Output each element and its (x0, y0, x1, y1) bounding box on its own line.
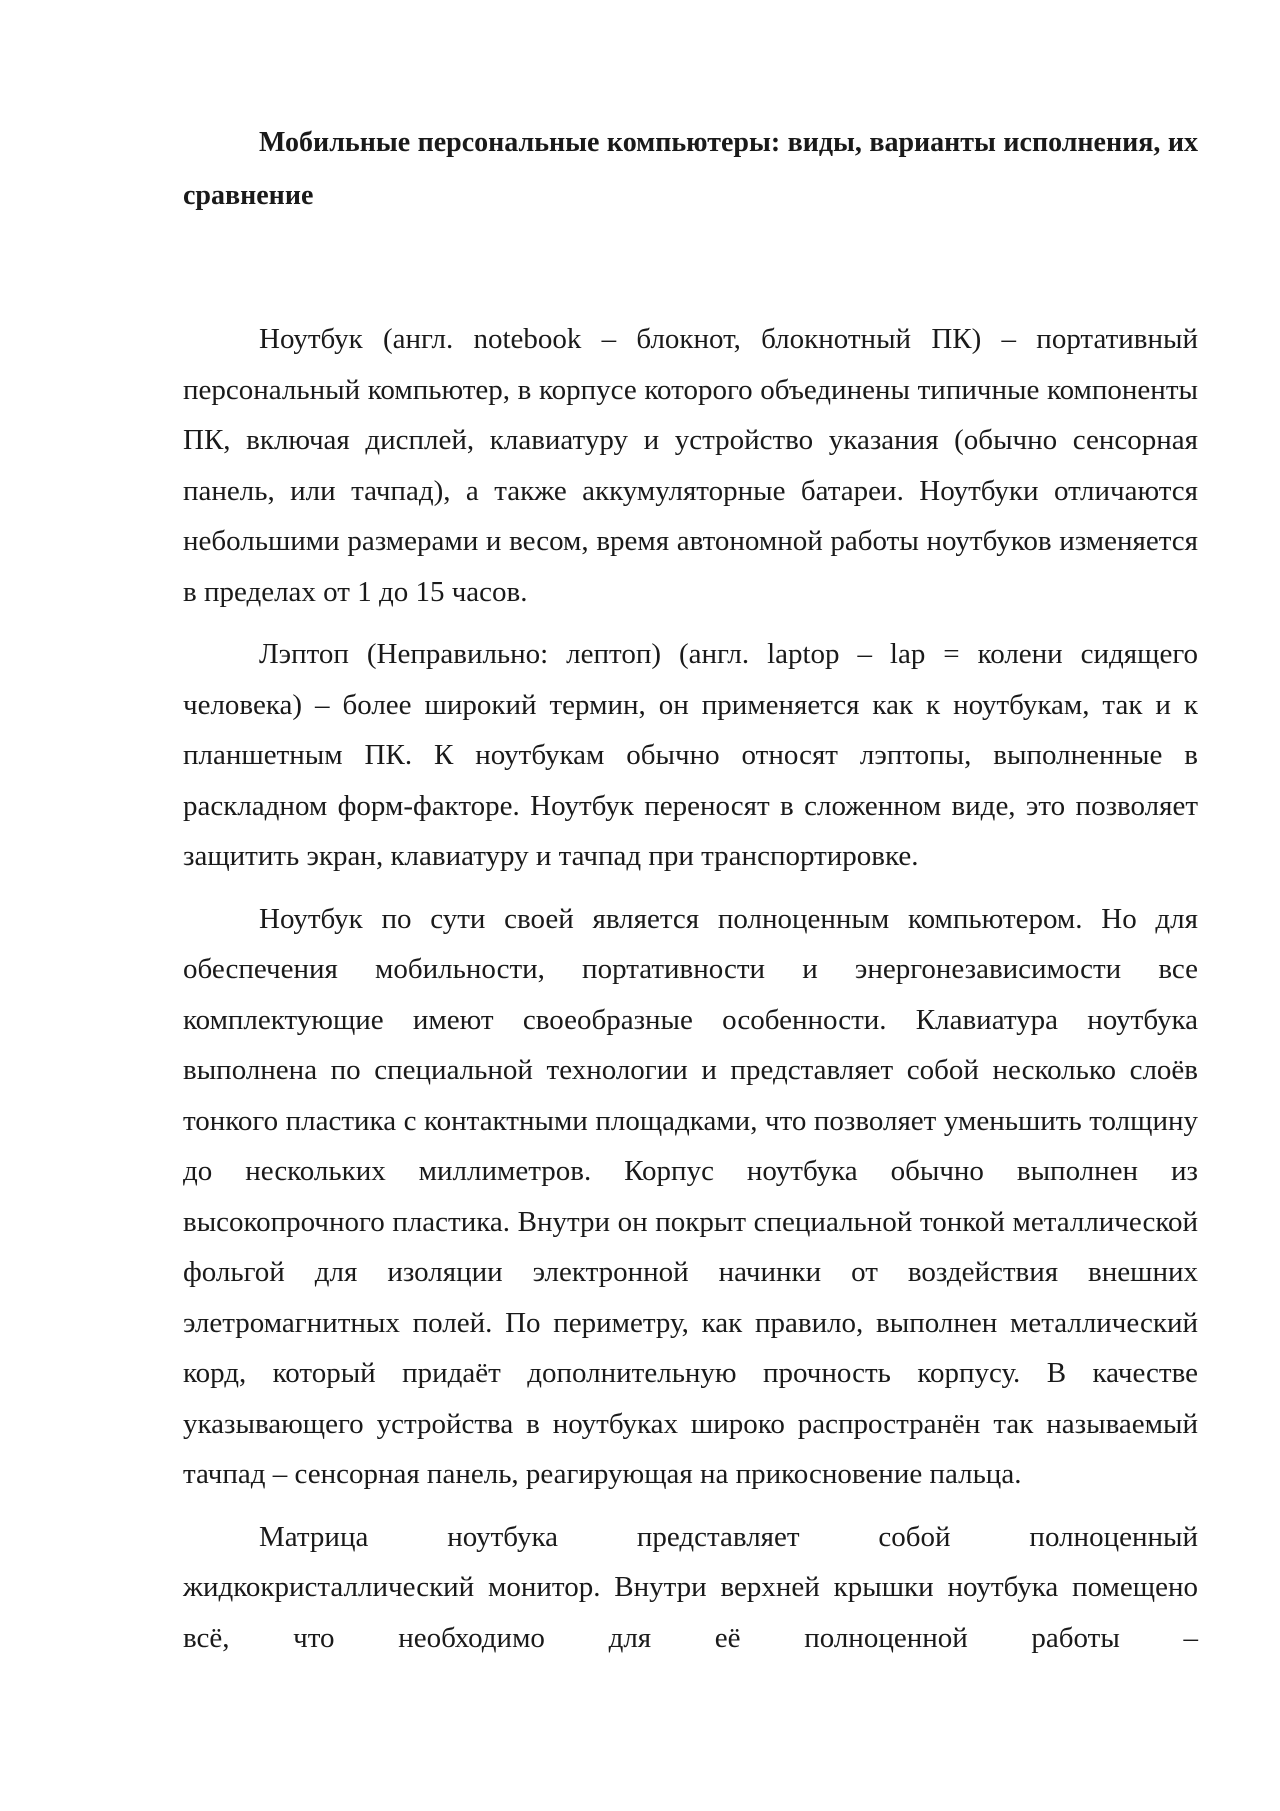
title-spacer (183, 222, 1198, 314)
paragraph-matrix: Матрица ноутбука представляет собой полноценный жидкокристаллический монитор. Внутри верхней крышки ноутбука помещено всё, что необходимо для её полноценной работы – (183, 1520, 1198, 1654)
paragraph-laptop-definition: Лэптоп (Неправильно: лептоп) (англ. laptop – lap = колени сидящего человека) – более широкий термин, он применяется как к ноутбукам, так и к планшетным ПК. К ноутбукам обычно относят лэптопы, выполненные в раскладном форм-факторе. Ноутбук переносят в сложенном виде, это позволяет защитить экран, клавиатуру и тачпад при транспортировке. (183, 638, 1198, 872)
paragraph-notebook-definition: Ноутбук (англ. notebook – блокнот, блокнотный ПК) – портативный персональный компьютер, в корпусе которого объединены типичные компоненты ПК, включая дисплей, клавиатуру и устройство указания (обычно сенсорная панель, или тачпад), а также аккумуляторные батареи. Ноутбуки отличаются небольшими размерами и весом, время автономной работы ноутбуков изменяется в пределах от 1 до 15 часов. (183, 323, 1198, 608)
document-body (183, 116, 1198, 1675)
document-title: Мобильные персональные компьютеры: виды, варианты исполнения, их сравнение (183, 127, 1198, 211)
paragraph-notebook-components: Ноутбук по сути своей является полноценным компьютером. Но для обеспечения мобильности, портативности и энергонезависимости все комплектующие имеют своеобразные особенности. Клавиатура ноутбука выполнена по специальной технологии и представляет собой несколько слоёв тонкого пластика с контактными площадками, что позволяет уменьшить толщину до нескольких миллиметров. Корпус ноутбука обычно выполнен из высокопрочного пластика. Внутри он покрыт специальной тонкой металлической фольгой для изоляции электронной начинки от воздействия внешних элетромагнитных полей. По периметру, как правило, выполнен металлический корд, который придаёт дополнительную прочность корпусу. В качестве указывающего устройства в ноутбуках широко распространён так называемый тачпад – сенсорная панель, реагирующая на прикосновение пальца. (183, 902, 1198, 1490)
